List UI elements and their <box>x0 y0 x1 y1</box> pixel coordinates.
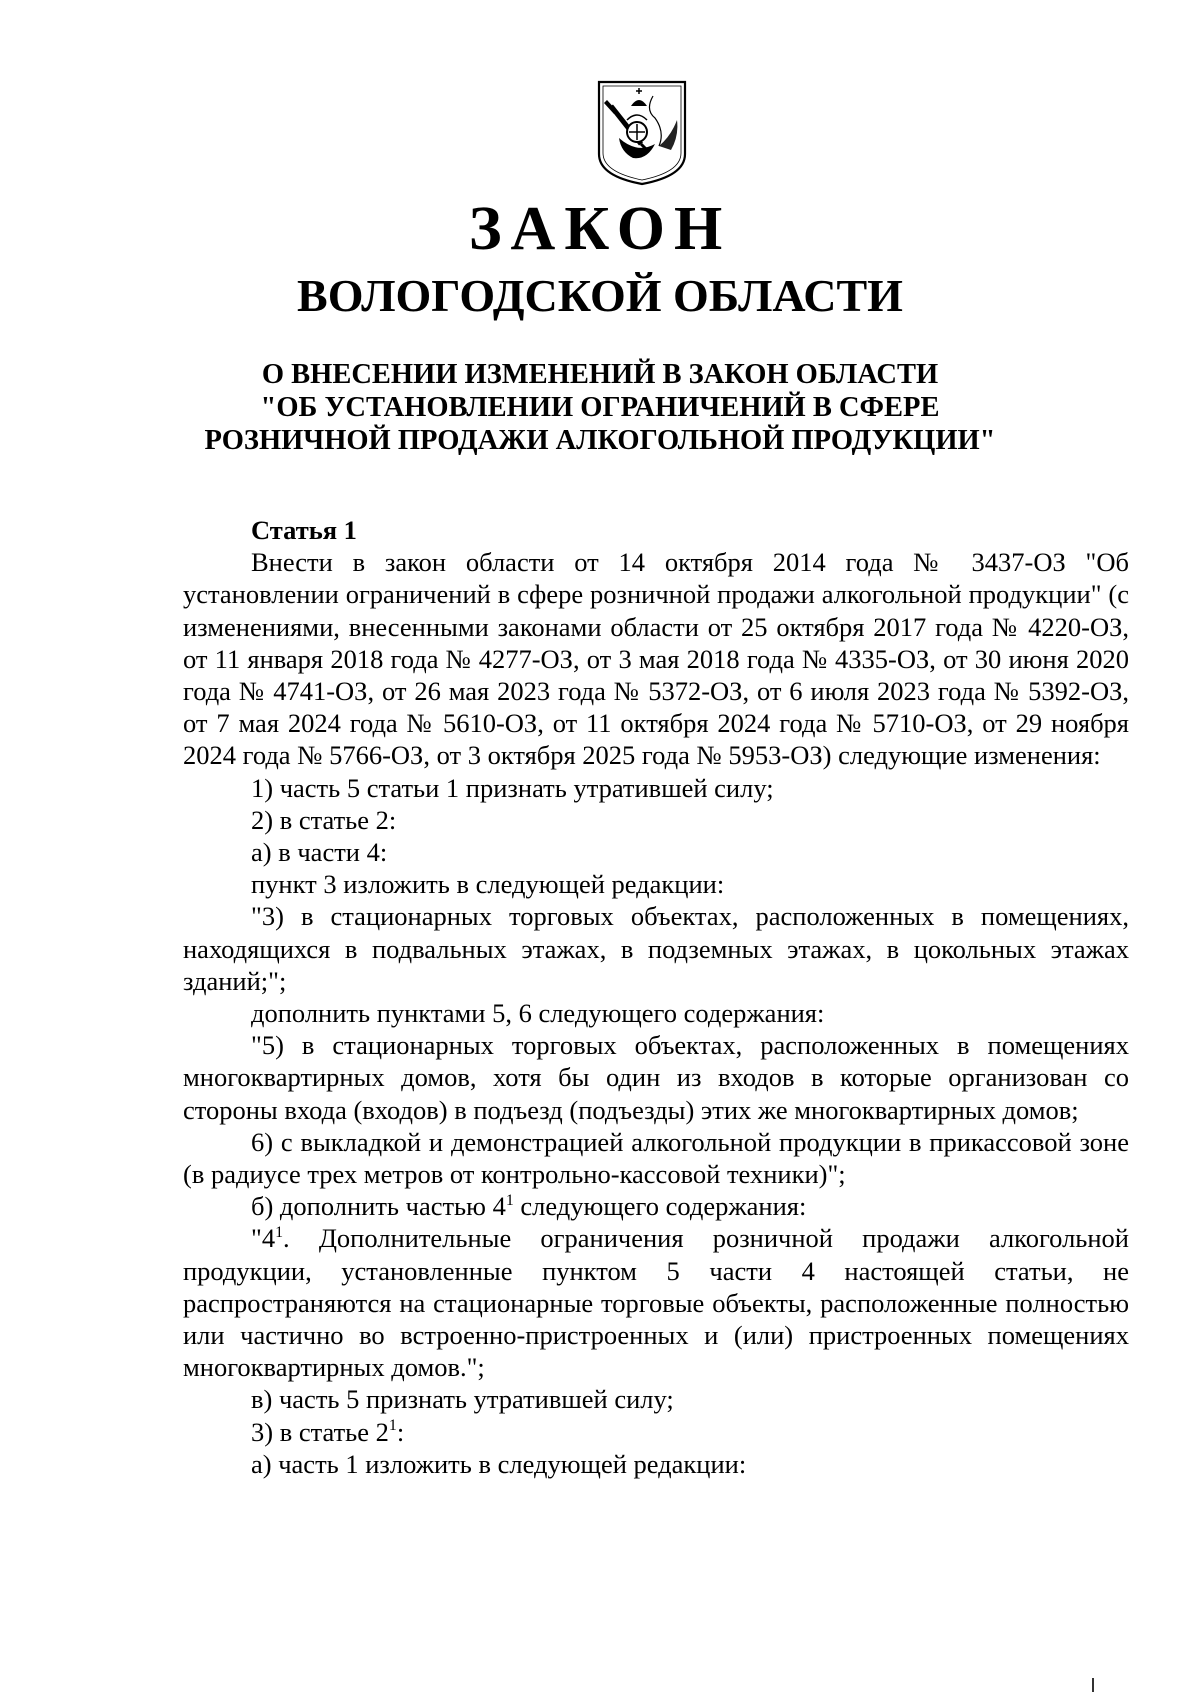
superscript: 1 <box>388 1417 397 1435</box>
superscript: 1 <box>505 1191 514 1209</box>
amendment-text <box>183 1222 1129 1383</box>
amendment-subitem <box>183 1190 1129 1222</box>
text-span: : <box>396 1416 405 1447</box>
amendment-subitem: в) часть 5 признать утратившей силу; <box>251 1384 674 1415</box>
subtitle-line: "ОБ УСТАНОВЛЕНИИ ОГРАНИЧЕНИЙ В СФЕРЕ <box>260 392 940 423</box>
amendment-item: 1) часть 5 статьи 1 признать утратившей силу; <box>251 772 774 803</box>
text-span: "4 <box>251 1223 276 1254</box>
law-title: ЗАКОН <box>468 195 732 263</box>
amendment-item <box>183 1416 1129 1448</box>
amendment-item: 2) в статье 2: <box>251 804 397 835</box>
text-span: б) дополнить частью 4 <box>251 1191 506 1222</box>
region-title: ВОЛОГОДСКОЙ ОБЛАСТИ <box>297 270 903 321</box>
article-heading: Статья 1 <box>251 515 357 545</box>
page-edge-mark <box>1092 1678 1094 1692</box>
subtitle-line: О ВНЕСЕНИИ ИЗМЕНЕНИЙ В ЗАКОН ОБЛАСТИ <box>261 359 939 390</box>
amendment-instruction: дополнить пунктами 5, 6 следующего содержания: <box>251 998 825 1029</box>
text-span: . Дополнительные ограничения розничной продажи алкогольной продукции, установленные пунктом 5 части 4 настоящей статьи, не распространяются на стационарные торговые объекты, расположенные полностью или частично во встроенно-пристроенных и (или) пристроенных помещениях многоквартирных домов."; <box>183 1223 1129 1383</box>
text-span: 3) в статье 2 <box>251 1416 389 1447</box>
article-intro: Внести в закон области от 14 октября 2014 года № 3437-ОЗ "Об установлении ограничений в сфере розничной продажи алкогольной продукции" (с изменениями, внесенными законами области от 25 октября 2017 года № 4220-ОЗ, от 11 января 2018 года № 4277-ОЗ, от 3 мая 2018 года № 4335-ОЗ, от 30 июня 2020 года № 4741-ОЗ, от 26 мая 2023 года № 5372-ОЗ, от 6 июля 2023 года № 5392-ОЗ, от 7 мая 2024 года № 5610-ОЗ, от 11 октября 2024 года № 5710-ОЗ, от 29 ноября 2024 года № 5766-ОЗ, от 3 октября 2025 года № 5953-ОЗ) следующие изменения: <box>183 547 1129 771</box>
amendment-subitem: а) в части 4: <box>251 837 388 868</box>
coat-of-arms-icon <box>597 80 687 186</box>
amendment-text: "5) в стационарных торговых объектах, расположенных в помещениях многоквартирных домов, хотя бы один из входов в которые организован со стороны входа (входов) в подъезд (подъезды) этих же многоквартирных домов; <box>183 1030 1129 1125</box>
subtitle-line: РОЗНИЧНОЙ ПРОДАЖИ АЛКОГОЛЬНОЙ ПРОДУКЦИИ" <box>204 425 996 456</box>
amendment-text: 6) с выкладкой и демонстрацией алкогольной продукции в прикассовой зоне (в радиусе трех метров от контрольно-кассовой техники)"; <box>183 1126 1129 1190</box>
law-subtitle <box>0 358 1200 457</box>
amendment-subitem: а) часть 1 изложить в следующей редакции: <box>251 1448 747 1479</box>
amendment-text: "3) в стационарных торговых объектах, расположенных в помещениях, находящихся в подвальных этажах, в подземных этажах, в цокольных этажах зданий;"; <box>183 901 1129 996</box>
superscript: 1 <box>275 1223 284 1241</box>
law-body <box>183 514 1129 1480</box>
amendment-instruction: пункт 3 изложить в следующей редакции: <box>251 869 725 900</box>
text-span: следующего содержания: <box>513 1191 807 1222</box>
